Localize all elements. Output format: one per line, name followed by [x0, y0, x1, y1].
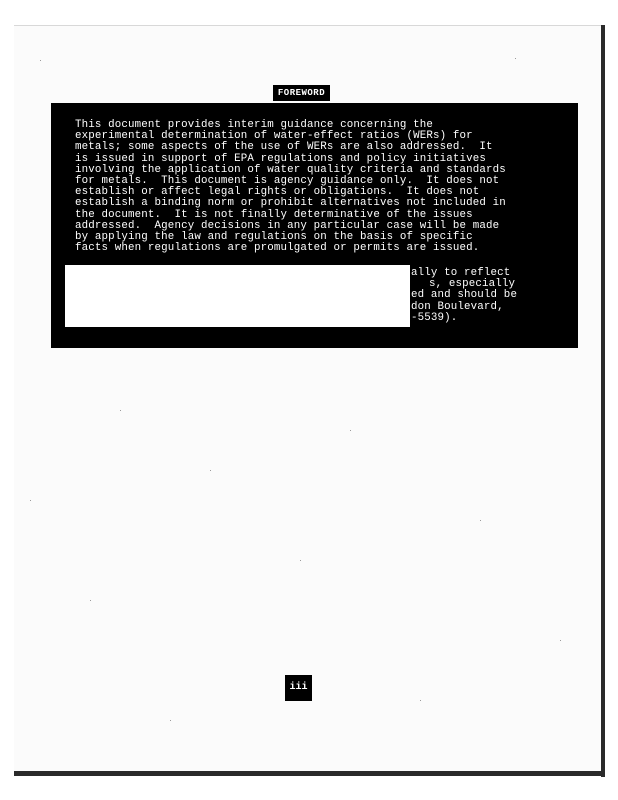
scan-speck: [420, 700, 421, 701]
page-number: iii: [285, 675, 312, 701]
paragraph-1-line: the document. It is not finally determinative of the issues: [75, 208, 473, 221]
scan-speck: [30, 500, 31, 501]
paragraph-1-line: involving the application of water quality criteria and standards: [75, 163, 506, 176]
scan-speck: [90, 600, 91, 601]
redaction-block: [65, 265, 410, 327]
scan-speck: [300, 560, 301, 561]
page-edge-shadow-right: [601, 25, 605, 777]
foreword-text-panel: [51, 103, 578, 348]
foreword-paragraph-1: [75, 120, 506, 254]
scan-speck: [515, 58, 516, 59]
scan-speck: [350, 430, 351, 431]
paragraph-1-line: experimental determination of water-effect ratios (WERs) for: [75, 130, 473, 143]
scan-speck: [560, 640, 561, 641]
paragraph-2-line: ally to reflect: [411, 267, 511, 279]
page-edge-shadow-bottom: [14, 771, 605, 776]
foreword-heading: FOREWORD: [273, 85, 330, 101]
paragraph-1-line: by applying the law and regulations on the basis of specific: [75, 231, 473, 244]
paragraph-1-line: addressed. Agency decisions in any particular case will be made: [75, 219, 500, 232]
paragraph-1-line: is issued in support of EPA regulations and policy initiatives: [75, 152, 487, 165]
paragraph-1-line: establish or affect legal rights or obligations. It does not: [75, 186, 480, 199]
scan-speck: [480, 520, 481, 521]
paragraph-1-line: for metals. This document is agency guidance only. It does not: [75, 175, 500, 188]
scan-speck: [170, 720, 171, 721]
scan-speck: [40, 60, 41, 61]
paragraph-1-line: This document provides interim guidance concerning the: [75, 119, 433, 131]
scan-speck: [120, 410, 121, 411]
paragraph-1-line: metals; some aspects of the use of WERs are also addressed. It: [75, 141, 493, 154]
paragraph-2-line: s, especially: [429, 278, 516, 291]
scan-speck: [210, 470, 211, 471]
paragraph-2-line: -5539).: [411, 311, 458, 324]
paragraph-1-line: facts when regulations are promulgated or permits are issued.: [75, 242, 480, 255]
paragraph-2-line: don Boulevard,: [411, 300, 504, 313]
paragraph-2-line: ed and should be: [411, 289, 518, 302]
paragraph-1-line: establish a binding norm or prohibit alternatives not included in: [75, 197, 506, 210]
